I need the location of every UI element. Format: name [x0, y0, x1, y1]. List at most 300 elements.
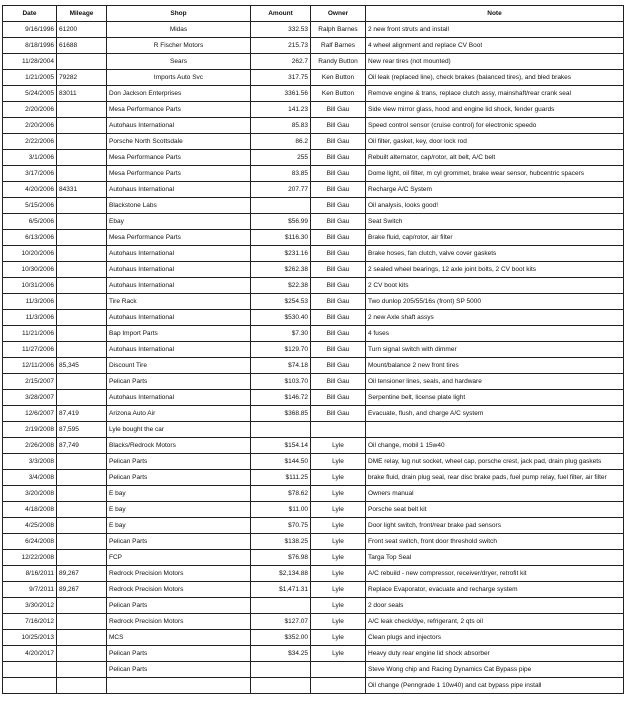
cell-note: 4 fuses	[366, 326, 624, 342]
cell-shop: Discount Tire	[107, 358, 251, 374]
cell-date	[3, 678, 57, 694]
cell-owner	[311, 422, 366, 438]
cell-note: A/C leak check/dye, refrigerant, 2 qts oil	[366, 614, 624, 630]
cell-owner: Lyle	[311, 502, 366, 518]
table-row	[3, 102, 624, 118]
cell-mileage	[57, 246, 107, 262]
cell-amount: $111.25	[251, 470, 311, 486]
cell-owner: Lyle	[311, 566, 366, 582]
cell-mileage	[57, 518, 107, 534]
cell-note: Seat Switch	[366, 214, 624, 230]
cell-note: Oil analysis, looks good!	[366, 198, 624, 214]
cell-shop: E bay	[107, 502, 251, 518]
cell-note	[366, 422, 624, 438]
cell-date: 2/26/2008	[3, 438, 57, 454]
cell-shop: MCS	[107, 630, 251, 646]
cell-amount: 332.53	[251, 22, 311, 38]
cell-shop: Redrock Precision Motors	[107, 582, 251, 598]
cell-owner: Lyle	[311, 438, 366, 454]
cell-shop	[107, 678, 251, 694]
cell-note: Brake hoses, fan clutch, valve cover gaskets	[366, 246, 624, 262]
cell-note: Front seat switch, front door threshold switch	[366, 534, 624, 550]
cell-owner: Bill Gau	[311, 358, 366, 374]
table-row	[3, 38, 624, 54]
cell-mileage	[57, 630, 107, 646]
table-row	[3, 358, 624, 374]
cell-owner: Bill Gau	[311, 294, 366, 310]
cell-amount: $138.25	[251, 534, 311, 550]
cell-shop: Mesa Performance Parts	[107, 230, 251, 246]
cell-date: 6/24/2008	[3, 534, 57, 550]
table-row	[3, 630, 624, 646]
table-row	[3, 198, 624, 214]
cell-date: 4/18/2008	[3, 502, 57, 518]
cell-date: 3/20/2008	[3, 486, 57, 502]
column-header-owner: Owner	[311, 6, 366, 22]
cell-date: 10/20/2006	[3, 246, 57, 262]
cell-note: Door light switch, front/rear brake pad sensors	[366, 518, 624, 534]
cell-owner	[311, 662, 366, 678]
cell-owner: Lyle	[311, 646, 366, 662]
cell-amount: 3361.56	[251, 86, 311, 102]
cell-amount: $262.38	[251, 262, 311, 278]
cell-owner: Bill Gau	[311, 326, 366, 342]
cell-date: 6/5/2006	[3, 214, 57, 230]
cell-owner: Bill Gau	[311, 198, 366, 214]
cell-mileage	[57, 294, 107, 310]
cell-owner: Lyle	[311, 454, 366, 470]
cell-owner: Bill Gau	[311, 118, 366, 134]
table-row	[3, 262, 624, 278]
cell-date: 11/27/2006	[3, 342, 57, 358]
cell-mileage	[57, 678, 107, 694]
cell-amount: $116.30	[251, 230, 311, 246]
cell-mileage	[57, 54, 107, 70]
cell-date: 2/20/2006	[3, 102, 57, 118]
cell-date: 2/22/2006	[3, 134, 57, 150]
cell-date: 11/3/2006	[3, 310, 57, 326]
cell-owner: Lyle	[311, 614, 366, 630]
cell-date: 10/30/2006	[3, 262, 57, 278]
table-row	[3, 438, 624, 454]
cell-amount: $70.75	[251, 518, 311, 534]
cell-mileage	[57, 374, 107, 390]
cell-amount: $74.18	[251, 358, 311, 374]
table-row	[3, 390, 624, 406]
cell-date: 3/30/2012	[3, 598, 57, 614]
cell-mileage	[57, 470, 107, 486]
table-row	[3, 294, 624, 310]
cell-mileage	[57, 118, 107, 134]
cell-note: Porsche seat belt kit	[366, 502, 624, 518]
table-row	[3, 678, 624, 694]
cell-mileage	[57, 230, 107, 246]
cell-mileage	[57, 486, 107, 502]
cell-note: Oil leak (replaced line), check brakes (balanced tires), and bled brakes	[366, 70, 624, 86]
table-row	[3, 566, 624, 582]
table-row	[3, 118, 624, 134]
cell-mileage	[57, 550, 107, 566]
cell-amount: 255	[251, 150, 311, 166]
cell-owner: Lyle	[311, 550, 366, 566]
cell-shop: Mesa Performance Parts	[107, 150, 251, 166]
cell-note: Serpentine belt, license plate light	[366, 390, 624, 406]
cell-owner: Lyle	[311, 470, 366, 486]
cell-shop: Autohaus International	[107, 278, 251, 294]
table-row	[3, 22, 624, 38]
cell-amount: $129.70	[251, 342, 311, 358]
cell-shop: Don Jackson Enterprises	[107, 86, 251, 102]
cell-shop: Midas	[107, 22, 251, 38]
cell-mileage	[57, 262, 107, 278]
cell-note: Side view mirror glass, hood and engine lid shock, fender guards	[366, 102, 624, 118]
table-row	[3, 454, 624, 470]
service-log-table	[2, 5, 624, 694]
cell-shop: Lyle bought the car	[107, 422, 251, 438]
cell-shop: Autohaus International	[107, 342, 251, 358]
cell-note: A/C rebuild - new compressor, receiver/dryer, retrofit kit	[366, 566, 624, 582]
table-row	[3, 534, 624, 550]
cell-shop: Pelican Parts	[107, 374, 251, 390]
cell-mileage: 85,345	[57, 358, 107, 374]
cell-date: 3/1/2006	[3, 150, 57, 166]
cell-shop: Pelican Parts	[107, 454, 251, 470]
cell-owner: Lyle	[311, 582, 366, 598]
cell-date: 4/20/2017	[3, 646, 57, 662]
cell-shop: Blackstone Labs	[107, 198, 251, 214]
cell-note: Turn signal switch with dimmer	[366, 342, 624, 358]
cell-shop: Pelican Parts	[107, 534, 251, 550]
table-row	[3, 470, 624, 486]
cell-mileage	[57, 134, 107, 150]
cell-amount: $34.25	[251, 646, 311, 662]
cell-date: 12/6/2007	[3, 406, 57, 422]
cell-amount	[251, 678, 311, 694]
cell-mileage	[57, 102, 107, 118]
cell-amount: $368.85	[251, 406, 311, 422]
cell-amount: $11.00	[251, 502, 311, 518]
cell-mileage	[57, 166, 107, 182]
table-row	[3, 662, 624, 678]
table-row	[3, 182, 624, 198]
table-row	[3, 422, 624, 438]
column-header-shop: Shop	[107, 6, 251, 22]
cell-amount: $1,471.31	[251, 582, 311, 598]
cell-note: Oil filter, gasket, key, door lock rod	[366, 134, 624, 150]
cell-date: 6/13/2006	[3, 230, 57, 246]
cell-owner: Lyle	[311, 534, 366, 550]
cell-owner: Lyle	[311, 518, 366, 534]
cell-owner: Bill Gau	[311, 102, 366, 118]
cell-date: 5/15/2006	[3, 198, 57, 214]
cell-mileage	[57, 198, 107, 214]
cell-mileage	[57, 646, 107, 662]
cell-date: 2/20/2006	[3, 118, 57, 134]
cell-amount: 262.7	[251, 54, 311, 70]
cell-amount: $154.14	[251, 438, 311, 454]
table-row	[3, 598, 624, 614]
cell-amount: $127.07	[251, 614, 311, 630]
cell-shop: Arizona Auto Air	[107, 406, 251, 422]
cell-owner: Bill Gau	[311, 150, 366, 166]
table-row	[3, 342, 624, 358]
cell-amount: $103.70	[251, 374, 311, 390]
cell-date: 11/28/2004	[3, 54, 57, 70]
cell-shop: Ebay	[107, 214, 251, 230]
table-row	[3, 166, 624, 182]
table-row	[3, 230, 624, 246]
cell-date: 2/15/2007	[3, 374, 57, 390]
cell-amount: $2,134.88	[251, 566, 311, 582]
cell-date: 2/19/2008	[3, 422, 57, 438]
cell-date: 3/4/2008	[3, 470, 57, 486]
cell-shop: E bay	[107, 486, 251, 502]
cell-amount: $231.16	[251, 246, 311, 262]
cell-amount	[251, 598, 311, 614]
cell-note: 2 new Axle shaft assys	[366, 310, 624, 326]
cell-owner	[311, 678, 366, 694]
cell-mileage: 83011	[57, 86, 107, 102]
cell-mileage	[57, 310, 107, 326]
cell-note: Brake fluid, cap/rotor, air filter	[366, 230, 624, 246]
table-row	[3, 502, 624, 518]
cell-note: Steve Wong chip and Racing Dynamics Cat Bypass pipe	[366, 662, 624, 678]
cell-mileage: 87,749	[57, 438, 107, 454]
cell-date: 4/20/2006	[3, 182, 57, 198]
cell-shop: Imports Auto Svc	[107, 70, 251, 86]
table-row	[3, 582, 624, 598]
table-row	[3, 550, 624, 566]
cell-owner: Bill Gau	[311, 406, 366, 422]
cell-shop: Pelican Parts	[107, 646, 251, 662]
cell-owner: Ken Button	[311, 86, 366, 102]
cell-date: 9/7/2011	[3, 582, 57, 598]
table-row	[3, 486, 624, 502]
table-row	[3, 518, 624, 534]
cell-amount: $254.53	[251, 294, 311, 310]
table-row	[3, 278, 624, 294]
cell-note: Heavy duty rear engine lid shock absorber	[366, 646, 624, 662]
cell-note: Two dunlop 205/55/16s (front) SP 5000	[366, 294, 624, 310]
cell-owner: Lyle	[311, 486, 366, 502]
cell-owner: Bill Gau	[311, 278, 366, 294]
cell-date	[3, 662, 57, 678]
cell-amount: $7.30	[251, 326, 311, 342]
cell-mileage: 61688	[57, 38, 107, 54]
cell-date: 12/22/2008	[3, 550, 57, 566]
cell-note: Speed control sensor (cruise control) for electronic speedo	[366, 118, 624, 134]
cell-mileage: 89,267	[57, 582, 107, 598]
table-row	[3, 134, 624, 150]
cell-owner: Bill Gau	[311, 182, 366, 198]
cell-note: Oil tensioner lines, seals, and hardware	[366, 374, 624, 390]
cell-mileage	[57, 390, 107, 406]
cell-amount: 86.2	[251, 134, 311, 150]
table-row	[3, 86, 624, 102]
cell-amount: $78.62	[251, 486, 311, 502]
table-row	[3, 150, 624, 166]
cell-shop: Pelican Parts	[107, 470, 251, 486]
cell-date: 3/28/2007	[3, 390, 57, 406]
cell-amount: $144.50	[251, 454, 311, 470]
cell-note: Rebuilt alternator, cap/rotor, alt belt, A/C belt	[366, 150, 624, 166]
cell-shop: FCP	[107, 550, 251, 566]
cell-note: Clean plugs and injectors	[366, 630, 624, 646]
cell-mileage	[57, 614, 107, 630]
cell-mileage	[57, 278, 107, 294]
cell-date: 8/18/1996	[3, 38, 57, 54]
cell-owner: Bill Gau	[311, 166, 366, 182]
cell-mileage	[57, 662, 107, 678]
cell-date: 8/16/2011	[3, 566, 57, 582]
cell-note: Owners manual	[366, 486, 624, 502]
cell-owner: Randy Button	[311, 54, 366, 70]
cell-mileage	[57, 534, 107, 550]
cell-owner: Bill Gau	[311, 214, 366, 230]
cell-mileage	[57, 502, 107, 518]
cell-amount: $530.40	[251, 310, 311, 326]
table-body	[3, 22, 624, 694]
table-row	[3, 246, 624, 262]
cell-amount: $56.99	[251, 214, 311, 230]
cell-owner: Bill Gau	[311, 374, 366, 390]
cell-owner: Lyle	[311, 598, 366, 614]
table-row	[3, 406, 624, 422]
table-row	[3, 614, 624, 630]
cell-shop: Autohaus International	[107, 262, 251, 278]
cell-date: 3/17/2006	[3, 166, 57, 182]
cell-mileage	[57, 342, 107, 358]
cell-note: Targa Top Seal	[366, 550, 624, 566]
cell-shop: Tire Rack	[107, 294, 251, 310]
cell-date: 4/25/2008	[3, 518, 57, 534]
cell-owner: Bill Gau	[311, 230, 366, 246]
cell-shop: Autohaus International	[107, 182, 251, 198]
cell-owner: Ralph Barnes	[311, 22, 366, 38]
cell-amount: $22.38	[251, 278, 311, 294]
cell-shop: E bay	[107, 518, 251, 534]
cell-shop: Autohaus International	[107, 118, 251, 134]
cell-owner: Lyle	[311, 630, 366, 646]
table-row	[3, 70, 624, 86]
cell-mileage	[57, 454, 107, 470]
cell-mileage: 87,595	[57, 422, 107, 438]
cell-owner: Bill Gau	[311, 262, 366, 278]
cell-amount: 85.83	[251, 118, 311, 134]
cell-owner: Ralf Barnes	[311, 38, 366, 54]
cell-shop: Mesa Performance Parts	[107, 166, 251, 182]
cell-date: 12/11/2006	[3, 358, 57, 374]
cell-note: Recharge A/C System	[366, 182, 624, 198]
cell-note: Dome light, oil filter, m cyl grommet, brake wear sensor, hubcentric spacers	[366, 166, 624, 182]
cell-shop: Autohaus International	[107, 390, 251, 406]
cell-mileage: 89,267	[57, 566, 107, 582]
cell-note: Oil change (Penngrade 1 10w40) and cat bypass pipe install	[366, 678, 624, 694]
cell-date: 1/21/2005	[3, 70, 57, 86]
table-row	[3, 326, 624, 342]
cell-mileage	[57, 326, 107, 342]
cell-amount: 83.85	[251, 166, 311, 182]
cell-amount	[251, 662, 311, 678]
cell-owner: Bill Gau	[311, 310, 366, 326]
cell-note: 2 new front struts and install	[366, 22, 624, 38]
cell-mileage: 61200	[57, 22, 107, 38]
column-header-mileage: Mileage	[57, 6, 107, 22]
cell-note: New rear tires (not mounted)	[366, 54, 624, 70]
cell-date: 11/21/2006	[3, 326, 57, 342]
cell-note: 2 door seals	[366, 598, 624, 614]
table-row	[3, 310, 624, 326]
cell-owner: Bill Gau	[311, 390, 366, 406]
cell-amount: $76.98	[251, 550, 311, 566]
cell-shop: Autohaus International	[107, 246, 251, 262]
cell-mileage: 84331	[57, 182, 107, 198]
cell-date: 11/3/2006	[3, 294, 57, 310]
cell-mileage: 87,419	[57, 406, 107, 422]
cell-note: Evacuate, flush, and charge A/C system	[366, 406, 624, 422]
cell-note: brake fluid, drain plug seal, rear disc brake pads, fuel pump relay, fuel filter, air filter	[366, 470, 624, 486]
table-row	[3, 214, 624, 230]
cell-date: 10/31/2006	[3, 278, 57, 294]
cell-note: Remove engine & trans, replace clutch assy, mainshaft/rear crank seal	[366, 86, 624, 102]
cell-note: Oil change, mobil 1 15w40	[366, 438, 624, 454]
cell-note: Mount/balance 2 new front tires	[366, 358, 624, 374]
cell-note: 2 CV boot kits	[366, 278, 624, 294]
cell-shop: Sears	[107, 54, 251, 70]
cell-amount: 317.75	[251, 70, 311, 86]
cell-amount: $146.72	[251, 390, 311, 406]
cell-date: 3/3/2008	[3, 454, 57, 470]
table-row	[3, 646, 624, 662]
cell-shop: Pelican Parts	[107, 662, 251, 678]
cell-amount: 141.23	[251, 102, 311, 118]
cell-date: 5/24/2005	[3, 86, 57, 102]
cell-note: 2 sealed wheel bearings, 12 axle joint bolts, 2 CV boot kits	[366, 262, 624, 278]
column-header-amount: Amount	[251, 6, 311, 22]
cell-mileage	[57, 598, 107, 614]
cell-amount	[251, 422, 311, 438]
cell-date: 9/16/1996	[3, 22, 57, 38]
column-header-note: Note	[366, 6, 624, 22]
cell-shop: Porsche North Scottsdale	[107, 134, 251, 150]
cell-mileage	[57, 150, 107, 166]
cell-date: 10/25/2013	[3, 630, 57, 646]
table-row	[3, 374, 624, 390]
cell-owner: Ken Button	[311, 70, 366, 86]
cell-owner: Bill Gau	[311, 134, 366, 150]
cell-shop: Blacks/Redrock Motors	[107, 438, 251, 454]
cell-shop: Bap Import Parts	[107, 326, 251, 342]
cell-note: 4 wheel alignment and replace CV Boot	[366, 38, 624, 54]
cell-shop: Redrock Precision Motors	[107, 614, 251, 630]
cell-amount	[251, 198, 311, 214]
table-row	[3, 54, 624, 70]
cell-amount: 215.73	[251, 38, 311, 54]
cell-shop: Mesa Performance Parts	[107, 102, 251, 118]
cell-shop: Pelican Parts	[107, 598, 251, 614]
cell-shop: Redrock Precision Motors	[107, 566, 251, 582]
cell-date: 7/16/2012	[3, 614, 57, 630]
cell-note: Replace Evaporator, evacuate and recharge system	[366, 582, 624, 598]
cell-amount: $352.00	[251, 630, 311, 646]
cell-amount: 207.77	[251, 182, 311, 198]
cell-shop: R Fischer Motors	[107, 38, 251, 54]
cell-owner: Bill Gau	[311, 342, 366, 358]
cell-mileage: 79282	[57, 70, 107, 86]
cell-mileage	[57, 214, 107, 230]
cell-shop: Autohaus International	[107, 310, 251, 326]
cell-owner: Bill Gau	[311, 246, 366, 262]
